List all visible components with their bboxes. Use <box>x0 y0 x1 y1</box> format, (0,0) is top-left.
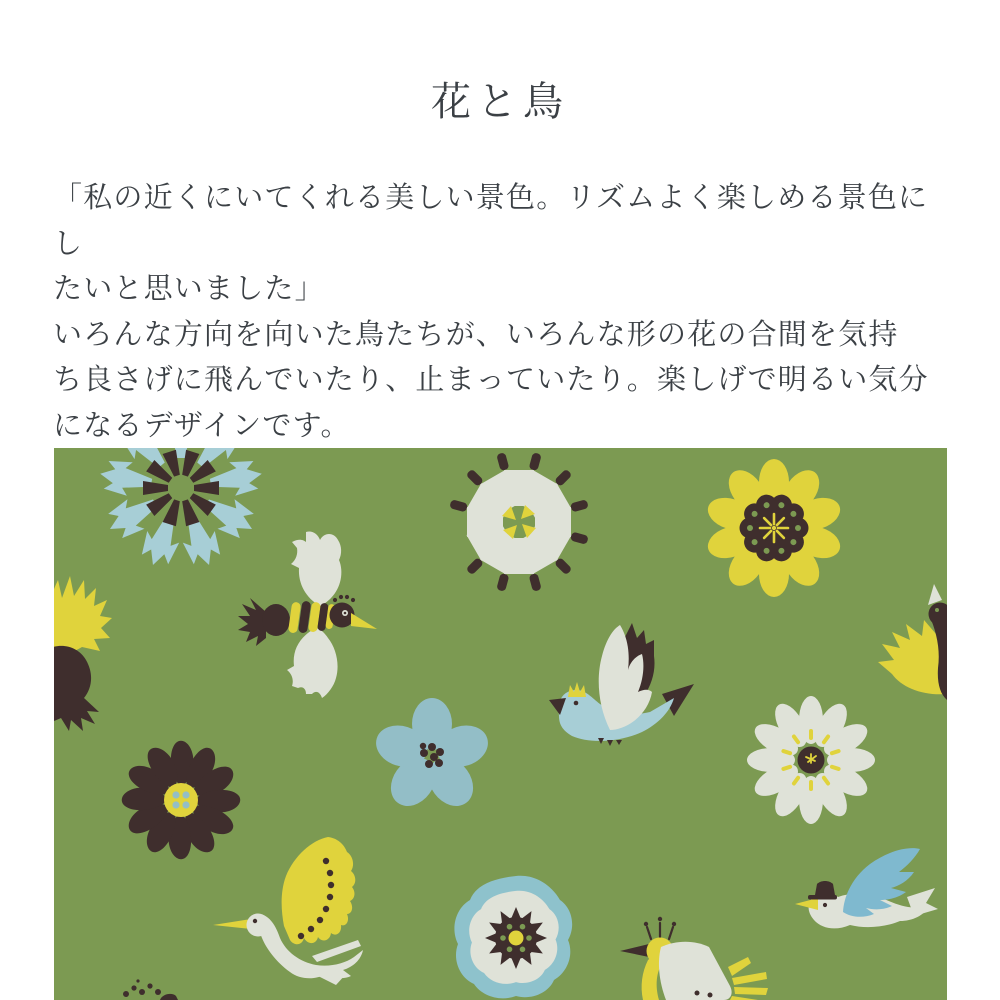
description <box>53 176 953 449</box>
description-line: ち良さげに飛んでいたり、止まっていたり。楽しげで明るい気分 <box>53 364 929 396</box>
product-pattern-image[interactable] <box>54 448 947 1000</box>
description-line: たいと思いました」 <box>53 273 325 305</box>
page-title: 花と鳥 <box>431 80 569 124</box>
description-line: 「私の近くにいてくれる美しい景色。リズムよく楽しめる景色にし <box>53 182 929 260</box>
description-line: いろんな方向を向いた鳥たちが、いろんな形の花の合間を気持 <box>53 318 899 351</box>
description-line: になるデザインです。 <box>53 409 351 442</box>
